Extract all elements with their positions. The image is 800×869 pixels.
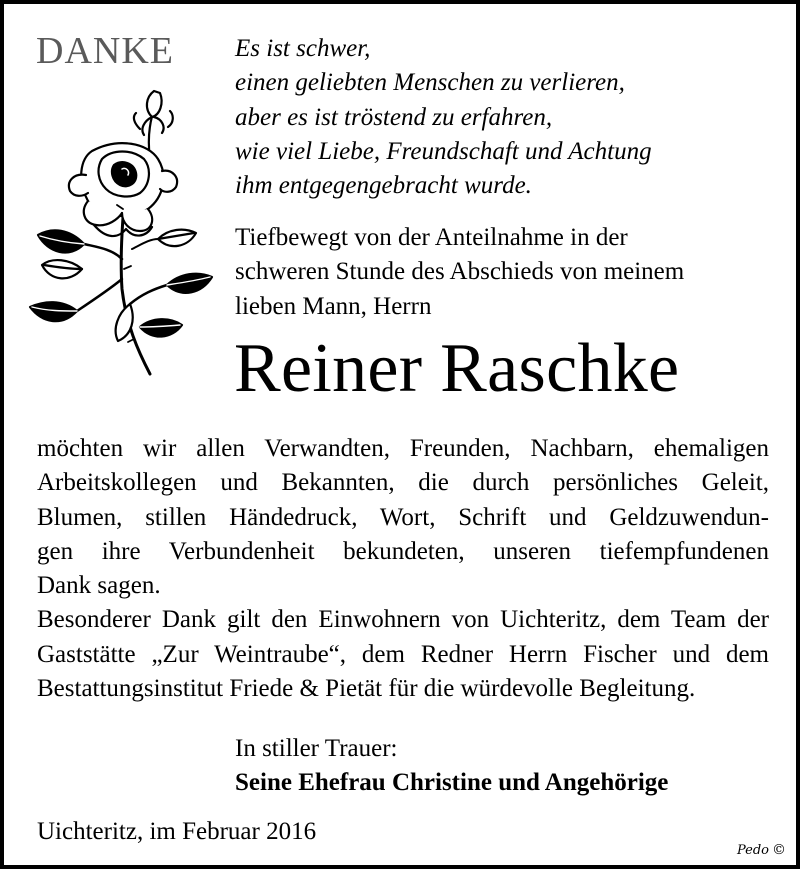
body-line: Arbeitskollegen und Bekannten, die durch persönliches Geleit, — [37, 469, 769, 497]
intro-line: schweren Stunde des Abschieds von meinem — [235, 258, 685, 286]
credit-text: Pedo — [736, 843, 769, 858]
signature — [235, 732, 668, 801]
credit — [737, 842, 786, 858]
poem — [235, 32, 775, 203]
body-line: möchten wir allen Verwandten, Freunden, Nachbarn, ehemaligen — [37, 435, 769, 462]
poem-line: Es ist schwer, — [235, 35, 371, 62]
thanks-body — [37, 432, 769, 706]
intro-line: Tiefbewegt von der Anteilnahme in der — [235, 224, 628, 251]
body-line: gen ihre Verbundenheit bekundeten, unseren tiefempfundenen — [37, 537, 769, 565]
signature-names: Seine Ehefrau Christine und Angehörige — [235, 769, 669, 797]
body-line: Gaststätte „Zur Weintraube“, dem Redner Herrn Fischer und dem — [37, 640, 769, 668]
body-line: Blumen, stillen Händedruck, Wort, Schrift und Geldzuwendun- — [37, 503, 769, 531]
deceased-name: Reiner Raschke — [234, 330, 680, 407]
body-line: Besonderer Dank gilt den Einwohnern von Uichteritz, dem Team der — [37, 606, 769, 634]
rose-icon — [22, 89, 217, 379]
body-line: Bestattungsinstitut Friede & Pietät für die würdevolle Begleitung. — [37, 675, 696, 703]
poem-line: wie viel Liebe, Freundschaft und Achtung — [235, 137, 652, 165]
poem-line: ihm entgegengebracht wurde. — [235, 172, 532, 200]
copyright-symbol: © — [772, 842, 786, 858]
body-line: Dank sagen. — [37, 572, 161, 600]
danke-title: DANKE — [36, 30, 174, 72]
poem-line: einen geliebten Menschen zu verlieren, — [235, 69, 625, 97]
signature-intro: In stiller Trauer: — [235, 735, 398, 762]
poem-line: aber es ist tröstend zu erfahren, — [235, 103, 553, 131]
place-date: Uichteritz, im Februar 2016 — [37, 818, 317, 845]
intro-text — [235, 221, 785, 324]
intro-line: lieben Mann, Herrn — [235, 292, 432, 320]
